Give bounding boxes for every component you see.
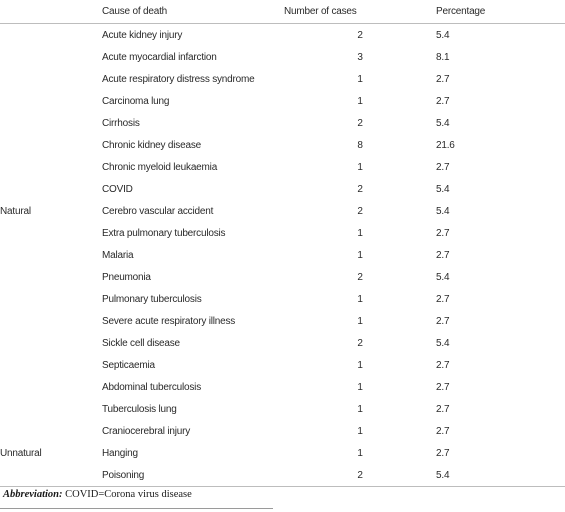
category-cell bbox=[0, 332, 102, 354]
cause-cell: Malaria bbox=[102, 249, 134, 261]
percentage-cell: 21.6 bbox=[436, 139, 455, 151]
cause-cell: Cirrhosis bbox=[102, 117, 140, 129]
category-cell bbox=[0, 222, 102, 244]
cases-cell: 1 bbox=[357, 447, 363, 459]
percentage-cell: 5.4 bbox=[436, 205, 450, 217]
percentage-cell: 8.1 bbox=[436, 51, 450, 63]
percentage-cell: 2.7 bbox=[436, 249, 450, 261]
category-cell bbox=[0, 420, 102, 442]
table-header-row bbox=[0, 0, 565, 24]
percentage-cell: 2.7 bbox=[436, 359, 450, 371]
table-row bbox=[0, 310, 565, 332]
cause-cell: Abdominal tuberculosis bbox=[102, 381, 201, 393]
category-cell bbox=[0, 244, 102, 266]
cases-cell: 1 bbox=[357, 227, 363, 239]
header-category bbox=[0, 0, 102, 24]
table-row bbox=[0, 112, 565, 134]
cases-cell: 2 bbox=[357, 117, 363, 129]
category-cell bbox=[0, 288, 102, 310]
percentage-cell: 2.7 bbox=[436, 161, 450, 173]
cases-cell: 2 bbox=[357, 271, 363, 283]
cause-cell: COVID bbox=[102, 183, 133, 195]
table-row bbox=[0, 442, 565, 464]
category-cell bbox=[0, 112, 102, 134]
category-cell bbox=[0, 178, 102, 200]
percentage-cell: 2.7 bbox=[436, 293, 450, 305]
cause-cell: Chronic myeloid leukaemia bbox=[102, 161, 218, 173]
category-natural: Natural bbox=[0, 205, 31, 217]
table-row bbox=[0, 200, 565, 222]
cause-cell: Acute myocardial infarction bbox=[102, 51, 217, 63]
cause-cell: Pulmonary tuberculosis bbox=[102, 293, 202, 305]
header-percentage: Percentage bbox=[436, 0, 565, 24]
percentage-cell: 2.7 bbox=[436, 425, 450, 437]
cases-cell: 1 bbox=[357, 381, 363, 393]
cause-cell: Septicaemia bbox=[102, 359, 155, 371]
header-cause-of-death: Cause of death bbox=[102, 0, 284, 24]
category-cell bbox=[0, 156, 102, 178]
cases-cell: 1 bbox=[357, 359, 363, 371]
cause-cell: Hanging bbox=[102, 447, 138, 459]
cases-cell: 1 bbox=[357, 425, 363, 437]
cases-cell: 2 bbox=[357, 337, 363, 349]
cause-cell: Carcinoma lung bbox=[102, 95, 170, 107]
table-row bbox=[0, 178, 565, 200]
percentage-cell: 5.4 bbox=[436, 29, 450, 41]
category-cell bbox=[0, 134, 102, 156]
table-row bbox=[0, 288, 565, 310]
cause-cell: Pneumonia bbox=[102, 271, 151, 283]
percentage-cell: 2.7 bbox=[436, 403, 450, 415]
table-row bbox=[0, 68, 565, 90]
cause-cell: Acute kidney injury bbox=[102, 29, 183, 41]
percentage-cell: 5.4 bbox=[436, 464, 565, 487]
table-row bbox=[0, 420, 565, 442]
table-row bbox=[0, 24, 565, 47]
table-row bbox=[0, 398, 565, 420]
cases-cell: 1 bbox=[357, 315, 363, 327]
percentage-cell: 2.7 bbox=[436, 381, 450, 393]
cases-cell: 1 bbox=[357, 73, 363, 85]
percentage-cell: 5.4 bbox=[436, 183, 450, 195]
cases-cell: 1 bbox=[357, 249, 363, 261]
cases-cell: 8 bbox=[357, 139, 363, 151]
percentage-cell: 2.7 bbox=[436, 447, 450, 459]
cause-cell: Extra pulmonary tuberculosis bbox=[102, 227, 226, 239]
category-cell bbox=[0, 310, 102, 332]
category-unnatural: Unnatural bbox=[0, 447, 42, 459]
table-row bbox=[0, 376, 565, 398]
category-cell bbox=[0, 354, 102, 376]
cases-cell: 1 bbox=[357, 293, 363, 305]
percentage-cell: 2.7 bbox=[436, 227, 450, 239]
category-cell bbox=[0, 464, 102, 487]
cause-cell: Tuberculosis lung bbox=[102, 403, 177, 415]
table-row bbox=[0, 134, 565, 156]
footnote-text: COVID=Corona virus disease bbox=[62, 489, 192, 500]
category-cell bbox=[0, 398, 102, 420]
header-number-of-cases: Number of cases bbox=[284, 0, 436, 24]
category-cell bbox=[0, 266, 102, 288]
cases-cell: 2 bbox=[284, 464, 436, 487]
table-row bbox=[0, 464, 565, 487]
footnote-divider bbox=[0, 508, 273, 509]
cases-cell: 2 bbox=[357, 29, 363, 41]
table-row bbox=[0, 90, 565, 112]
percentage-cell: 2.7 bbox=[436, 73, 450, 85]
percentage-cell: 5.4 bbox=[436, 117, 450, 129]
percentage-cell: 2.7 bbox=[436, 95, 450, 107]
table-row bbox=[0, 222, 565, 244]
category-cell bbox=[0, 90, 102, 112]
cause-cell: Sickle cell disease bbox=[102, 337, 180, 349]
cases-cell: 2 bbox=[357, 205, 363, 217]
percentage-cell: 2.7 bbox=[436, 315, 450, 327]
percentage-cell: 5.4 bbox=[436, 337, 450, 349]
category-cell bbox=[0, 24, 102, 47]
cases-cell: 1 bbox=[357, 403, 363, 415]
table-row bbox=[0, 266, 565, 288]
cases-cell: 3 bbox=[357, 51, 363, 63]
category-cell bbox=[0, 46, 102, 68]
percentage-cell: 5.4 bbox=[436, 271, 450, 283]
table-row bbox=[0, 156, 565, 178]
cases-cell: 1 bbox=[357, 161, 363, 173]
cause-cell: Chronic kidney disease bbox=[102, 139, 201, 151]
table-footnote bbox=[3, 489, 192, 500]
cause-cell: Acute respiratory distress syndrome bbox=[102, 73, 255, 85]
cause-cell: Cerebro vascular accident bbox=[102, 205, 214, 217]
category-cell bbox=[0, 68, 102, 90]
table-row bbox=[0, 46, 565, 68]
cause-cell: Severe acute respiratory illness bbox=[102, 315, 236, 327]
cases-cell: 1 bbox=[357, 95, 363, 107]
cause-cell: Poisoning bbox=[102, 464, 284, 487]
footnote-label: Abbreviation: bbox=[3, 489, 63, 500]
cases-cell: 2 bbox=[357, 183, 363, 195]
table-row bbox=[0, 354, 565, 376]
category-cell bbox=[0, 376, 102, 398]
cause-cell: Craniocerebral injury bbox=[102, 425, 191, 437]
table-row bbox=[0, 244, 565, 266]
table-row bbox=[0, 332, 565, 354]
